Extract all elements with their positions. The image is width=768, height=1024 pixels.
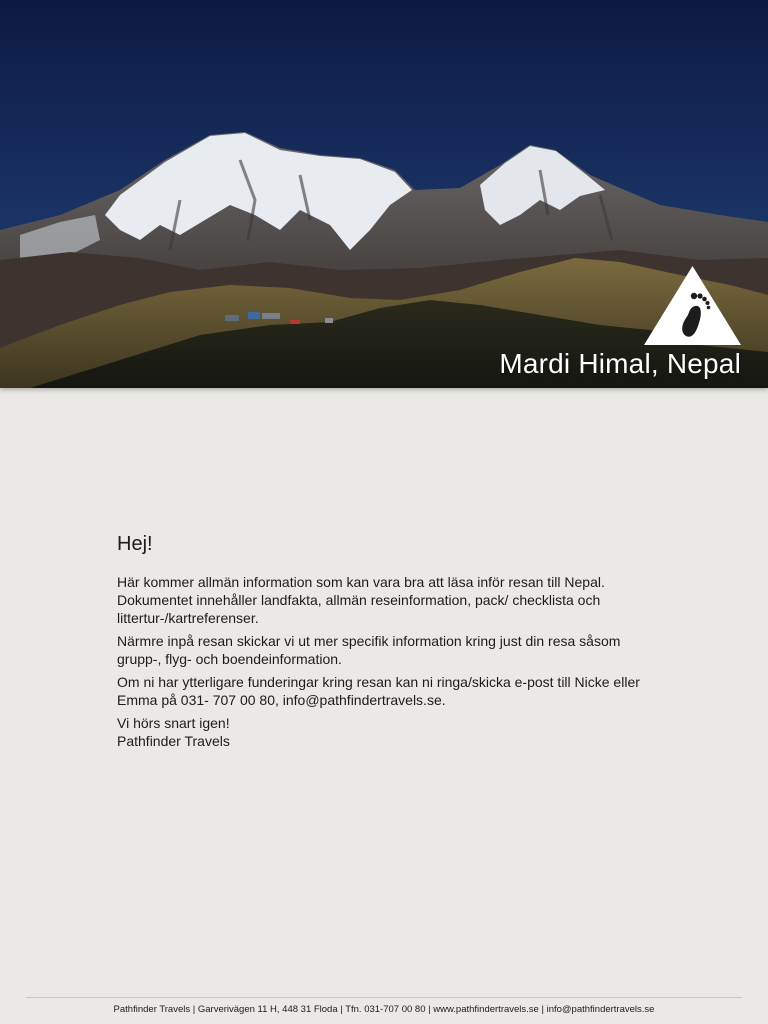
footer-contact-info: Pathfinder Travels | Garverivägen 11 H, 448 31 Floda | Tfn. 031-707 00 80 | www.pathfindertravels.se | info@pathfindertravels.se xyxy=(113,1004,655,1015)
intro-paragraph: Här kommer allmän information som kan vara bra att läsa inför resan till Nepal. Dokumentet innehåller landfakta, allmän reseinformation, pack/ checklista och littertur-/kartreferenser. xyxy=(117,574,605,626)
letter-body xyxy=(117,533,647,750)
contact-paragraph: Om ni har ytterligare funderingar kring resan kan ni ringa/skicka e-post till Nicke eller Emma på 031- 707 00 80, info@pathfindertravels.se. xyxy=(117,674,640,708)
footprint-triangle-icon xyxy=(644,266,741,346)
hero-photo xyxy=(0,0,768,388)
closing-line: Vi hörs snart igen! xyxy=(117,715,230,731)
details-paragraph: Närmre inpå resan skickar vi ut mer specifik information kring just din resa såsom grupp-, flyg- och boendeinformation. xyxy=(117,633,621,667)
signature: Pathfinder Travels xyxy=(117,733,230,749)
footer-divider xyxy=(26,997,742,998)
greeting-heading: Hej! xyxy=(117,533,153,555)
destination-title: Mardi Himal, Nepal xyxy=(499,348,741,379)
